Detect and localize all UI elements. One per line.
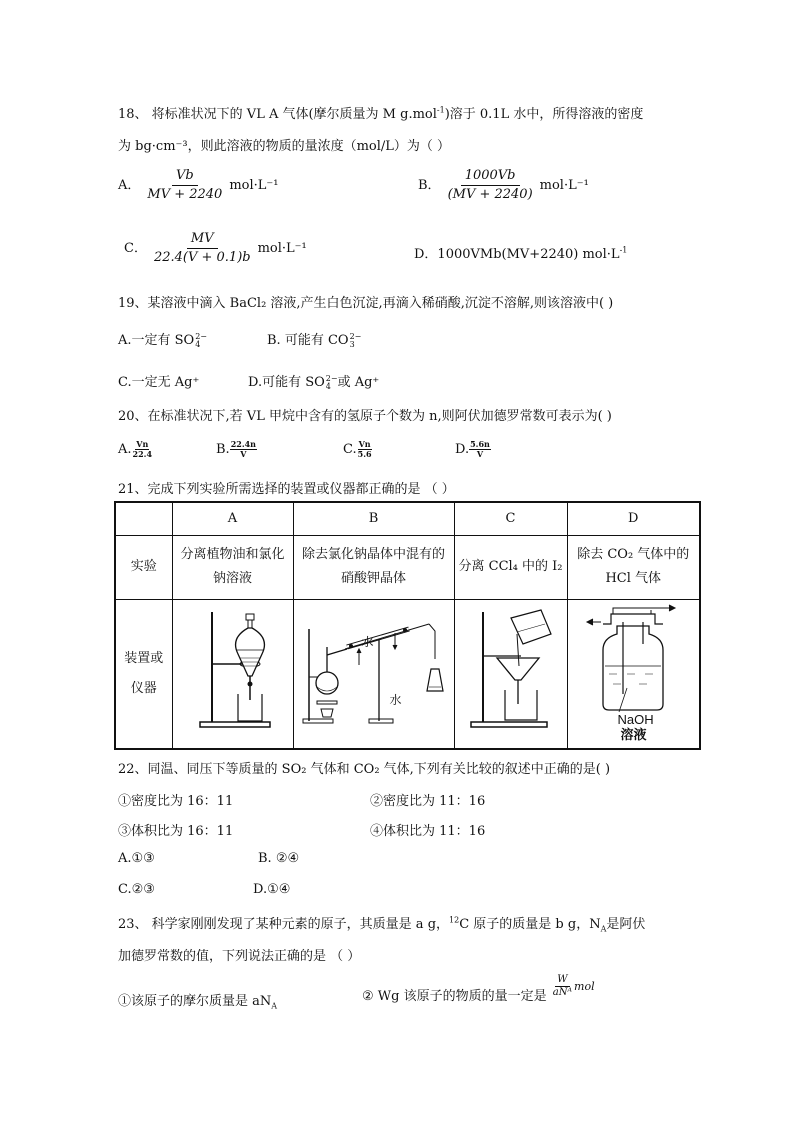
q21-label-naoh: NaOH bbox=[617, 711, 654, 727]
q21-apparatus-row bbox=[115, 599, 700, 749]
q20-option-a-numerator: Vn bbox=[136, 439, 149, 449]
q18-line1-text: 18、 将标准状况下的 VL A 气体(摩尔质量为 M g.mol bbox=[118, 107, 437, 122]
q19-option-d bbox=[248, 371, 379, 391]
q23-line2: 加德罗常数的值，下列说法正确的是 （ ） bbox=[118, 949, 361, 964]
q21-experiment-c: 分离 CCl₄ 中的 I₂ bbox=[454, 535, 567, 599]
q20-option-b-numerator: 22.4n bbox=[230, 439, 256, 449]
q23-statement-2-fraction bbox=[551, 974, 574, 999]
q23-statement-1 bbox=[118, 990, 277, 1011]
q20-option-b-label: B. bbox=[216, 442, 230, 457]
separatory-funnel-icon bbox=[178, 604, 288, 734]
q21-stem: 21、完成下列实验所需选择的装置或仪器都正确的是 （ ） bbox=[118, 482, 455, 497]
q18-line2: 为 bg·cm⁻³，则此溶液的物质的量浓度（mol/L）为（ ） bbox=[118, 139, 451, 154]
q23-statement-2-denominator: aNᴬ bbox=[552, 987, 573, 998]
q23-statement-2 bbox=[362, 974, 595, 1004]
q22-stem: 22、同温、同压下等质量的 SO₂ 气体和 CO₂ 气体,下列有关比较的叙述中正确的是( ) bbox=[118, 762, 611, 777]
q18-option-d bbox=[414, 243, 627, 262]
q21-header-b: B bbox=[293, 502, 454, 535]
q19-option-d-charge: 2− bbox=[325, 373, 338, 383]
q20-option-c-denominator: 5.6 bbox=[357, 449, 372, 459]
q18-option-b-unit: mol·L⁻¹ bbox=[539, 178, 589, 193]
q18-option-a-unit: mol·L⁻¹ bbox=[229, 178, 279, 193]
q21-header-empty bbox=[115, 502, 172, 535]
q21-header-d: D bbox=[567, 502, 700, 535]
q20-option-d-label: D. bbox=[455, 442, 470, 457]
q21-experiment-a: 分离植物油和氯化钠溶液 bbox=[172, 535, 293, 599]
q18-option-a-numerator: Vb bbox=[172, 168, 198, 186]
q19-option-d-text: D.可能有 SO bbox=[248, 375, 325, 390]
q18-option-a-denominator: MV + 2240 bbox=[147, 187, 223, 202]
q18-option-c-unit: mol·L⁻¹ bbox=[257, 241, 307, 256]
q23-line1-sup: 12 bbox=[449, 915, 460, 925]
q22-statement-3: ③体积比为 16：11 bbox=[118, 824, 234, 839]
q19-option-a bbox=[118, 329, 207, 349]
q19-option-d-end: 或 Ag⁺ bbox=[337, 375, 380, 390]
q20-option-c bbox=[343, 440, 373, 459]
q18-line1-end: )溶于 0.1L 水中，所得溶液的密度 bbox=[444, 107, 644, 122]
q21-header-a: A bbox=[172, 502, 293, 535]
q18-option-a bbox=[118, 168, 279, 203]
q20-option-a-denominator: 22.4 bbox=[132, 449, 153, 459]
q18-option-c-numerator: MV bbox=[187, 231, 218, 249]
q23-line1-c: 是阿伏 bbox=[606, 917, 646, 932]
q18-option-d-sup: -1 bbox=[619, 245, 628, 255]
q22-option-c: C.②③ bbox=[118, 882, 155, 897]
q21-header-c: C bbox=[454, 502, 567, 535]
q21-apparatus-c bbox=[454, 599, 567, 749]
q21-label-solution: 溶液 bbox=[620, 727, 647, 743]
q21-apparatus-a bbox=[172, 599, 293, 749]
q22-option-d: D.①④ bbox=[253, 882, 291, 897]
q19-option-d-ion bbox=[326, 375, 338, 391]
q18-option-b-denominator: (MV + 2240) bbox=[447, 187, 533, 202]
q21-row-label-experiment: 实验 bbox=[115, 535, 172, 599]
q20-option-a-label: A. bbox=[118, 442, 132, 457]
q18-option-a-fraction bbox=[143, 168, 226, 203]
filtration-apparatus-icon bbox=[461, 604, 561, 734]
q22-statement-1: ①密度比为 16：11 bbox=[118, 794, 234, 809]
q19-option-b-text: B. 可能有 CO bbox=[267, 333, 349, 348]
q20-option-d-denominator: V bbox=[476, 449, 484, 459]
q19-option-a-charge: 2− bbox=[195, 331, 208, 341]
q23-line1-b: C 原子的质量是 b g，N bbox=[459, 917, 601, 932]
q20-option-b bbox=[216, 440, 257, 459]
q18-option-c bbox=[124, 231, 307, 266]
q20-option-b-fraction bbox=[230, 440, 257, 459]
q20-option-d-fraction bbox=[469, 440, 491, 459]
q18-option-b-fraction bbox=[444, 168, 537, 203]
q22-statement-2: ②密度比为 11：16 bbox=[370, 794, 486, 809]
q20-option-c-numerator: Vn bbox=[358, 439, 371, 449]
q19-option-b-ion bbox=[350, 333, 362, 349]
q20-option-d-numerator: 5.6n bbox=[470, 439, 490, 449]
q20-stem: 20、在标准状况下,若 VL 甲烷中含有的氢原子个数为 n,则阿伏加德罗常数可表示为( ) bbox=[118, 409, 612, 424]
q21-experiment-table bbox=[114, 501, 701, 750]
q20-option-b-denominator: V bbox=[240, 449, 247, 459]
q22-statement-4: ④体积比为 11：16 bbox=[370, 824, 486, 839]
q21-label-water-top: 水 bbox=[361, 634, 374, 649]
q19-option-c: C.一定无 Ag⁺ bbox=[118, 375, 200, 390]
q23-statement-2-unit: mol bbox=[574, 980, 595, 993]
q18-option-b bbox=[418, 168, 589, 203]
q21-experiment-d: 除去 CO₂ 气体中的 HCl 气体 bbox=[567, 535, 700, 599]
q20-option-a bbox=[118, 440, 153, 459]
q22-option-a: A.①③ bbox=[118, 851, 155, 866]
q18-option-c-label: C． bbox=[124, 241, 147, 256]
q21-header-row bbox=[115, 502, 700, 535]
q23-statement-2-text: ② Wg 该原子的物质的量一定是 bbox=[362, 989, 547, 1004]
q18-option-a-label: A． bbox=[118, 178, 141, 193]
q21-experiment-b: 除去氯化钠晶体中混有的硝酸钾晶体 bbox=[293, 535, 454, 599]
q19-option-b bbox=[267, 329, 361, 349]
q19-option-a-ion bbox=[195, 333, 207, 349]
q23-line1-sub: A bbox=[600, 924, 607, 934]
q21-experiment-row bbox=[115, 535, 700, 599]
q18-option-c-fraction bbox=[150, 231, 255, 266]
q18-option-c-denominator: 22.4(V + 0.1)b bbox=[153, 250, 251, 265]
q19-option-b-subscript: 3 bbox=[349, 339, 355, 349]
q21-apparatus-d bbox=[567, 599, 700, 749]
q20-option-a-fraction bbox=[132, 440, 153, 459]
q19-stem: 19、某溶液中滴入 BaCl₂ 溶液,产生白色沉淀,再滴入稀硝酸,沉淀不溶解,则该溶液中( ) bbox=[118, 296, 614, 311]
q23-line1-a: 23、 科学家刚刚发现了某种元素的原子，其质量是 a g， bbox=[118, 917, 450, 932]
q19-option-b-charge: 2− bbox=[349, 331, 362, 341]
q18-line1 bbox=[118, 103, 643, 122]
q23-statement-1-sub: A bbox=[271, 1001, 278, 1011]
q23-line1 bbox=[118, 913, 645, 934]
q18-option-b-label: B． bbox=[418, 178, 441, 193]
q19-option-a-subscript: 4 bbox=[195, 339, 201, 349]
q21-apparatus-b bbox=[293, 599, 454, 749]
q20-option-c-label: C. bbox=[343, 442, 357, 457]
q18-option-b-numerator: 1000Vb bbox=[461, 168, 520, 186]
q19-option-a-text: A.一定有 SO bbox=[118, 333, 195, 348]
distillation-apparatus-icon bbox=[299, 609, 449, 729]
q20-option-c-fraction bbox=[357, 440, 373, 459]
q19-option-d-subscript: 4 bbox=[325, 381, 331, 391]
q21-label-water-bottom: 水 bbox=[389, 692, 402, 707]
q18-option-d-text: D．1000VMb(MV+2240) mol·L bbox=[414, 247, 620, 262]
q22-option-b: B. ②④ bbox=[258, 851, 300, 866]
q23-statement-2-numerator: W bbox=[557, 974, 568, 985]
q21-row-label-apparatus: 装置或仪器 bbox=[115, 599, 172, 749]
q18-line1-sup: -1 bbox=[436, 105, 445, 115]
q23-statement-1-text: ①该原子的摩尔质量是 aN bbox=[118, 994, 272, 1009]
q20-option-d bbox=[455, 440, 491, 459]
